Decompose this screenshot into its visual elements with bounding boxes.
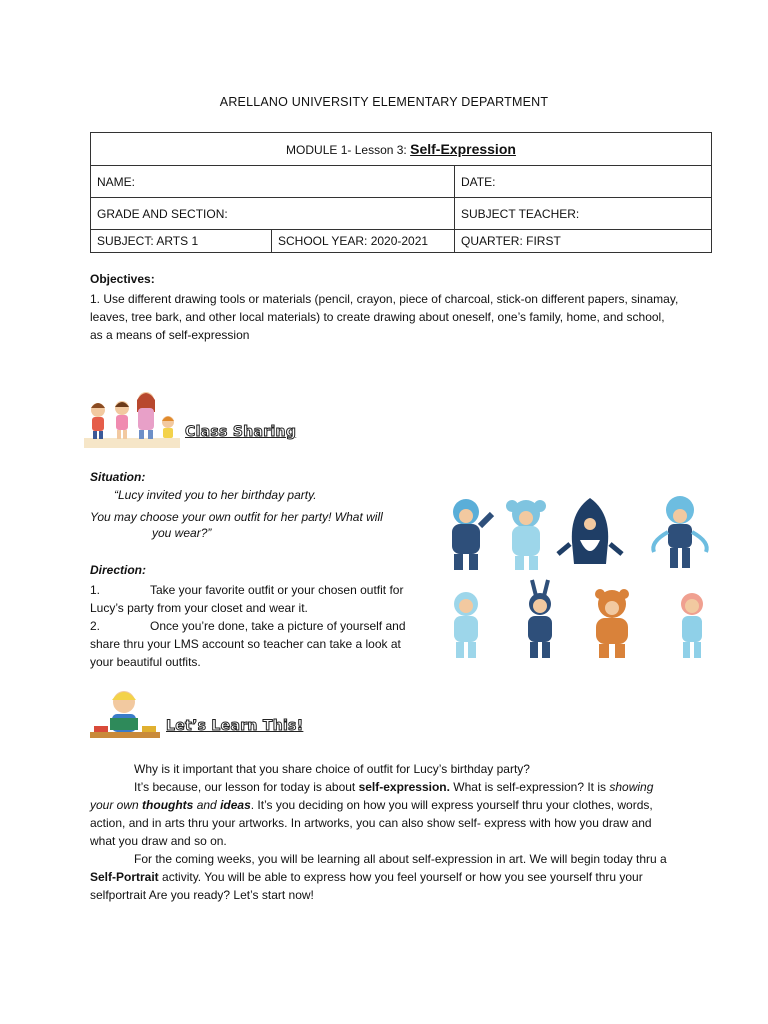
costume-kid-blue: [681, 593, 703, 658]
kids-sharing-illustration: [84, 388, 180, 450]
costume-octopus: [653, 496, 706, 568]
lesson-p3-text: activity. You will be able to express how you feel yourself or how you see yourself thru your selfportrait Are you ready? Let’s start now!: [90, 870, 643, 902]
lesson-paragraph-3: [90, 850, 680, 904]
lesson-p3-text: For the coming weeks, you will be learning all about self-expression in art. We will begin today thru a: [134, 852, 667, 866]
module-title: Self-Expression: [410, 141, 516, 157]
situation-quote-line3: you wear?”: [152, 526, 212, 540]
situation-quote-line2: You may choose your own outfit for her party! What will: [90, 510, 383, 524]
direction-number: 1.: [90, 583, 101, 597]
lesson-p2-italic: showing your own: [90, 780, 654, 812]
lesson-paragraph-2: [90, 778, 680, 850]
direction-text: Once you’re done, take a picture of yourself and share thru your LMS account so teacher can take a look at your beautiful outfits.: [90, 619, 406, 669]
lets-learn-title: Let’s Learn This!: [166, 718, 304, 734]
costume-rabbit-navy: [528, 580, 552, 658]
subject-cell: SUBJECT: ARTS 1: [91, 230, 272, 253]
name-cell: NAME:: [91, 166, 455, 198]
situation-quote-line1: “Lucy invited you to her birthday party.: [114, 488, 317, 502]
costume-shark: [558, 498, 622, 564]
school-year-cell: SCHOOL YEAR: 2020-2021: [272, 230, 455, 253]
lesson-p1-text: Why is it important that you share choice of outfit for Lucy’s birthday party?: [134, 762, 530, 776]
direction-list: [90, 581, 420, 671]
reading-boy-illustration: [90, 688, 160, 740]
costume-bear: [595, 589, 629, 658]
costume-dino: [452, 499, 492, 570]
direction-heading: Direction:: [90, 563, 147, 577]
class-sharing-title: Class Sharing: [185, 424, 297, 440]
quarter-cell: QUARTER: FIRST: [455, 230, 712, 253]
direction-number: 2.: [90, 619, 101, 633]
module-prefix: MODULE 1- Lesson 3:: [286, 143, 411, 157]
date-cell: DATE:: [455, 166, 712, 198]
grade-cell: GRADE AND SECTION:: [91, 198, 455, 230]
lesson-paragraph-1: [90, 760, 680, 778]
costume-koala: [506, 500, 546, 570]
objectives-text: 1. Use different drawing tools or materials (pencil, crayon, piece of charcoal, stick-on different papers, sinamay, leaves, tree bark, and other local materials) to create drawing about oneself, one’s family, home, and school, as a means of self-expression: [90, 292, 679, 342]
costume-bunny: [454, 592, 478, 658]
info-table: [90, 132, 712, 253]
direction-text: Take your favorite outfit or your chosen outfit for Lucy’s party from your closet and wear it.: [90, 583, 404, 615]
lesson-p2-text: . It’s you deciding on how you will express yourself thru your clothes, words, action, and in arts thru your artworks. In artworks, you can also show self- express with how you draw and what you draw and so on.: [90, 798, 653, 848]
lesson-p2-italic: and: [193, 798, 221, 812]
lesson-p2-bold-italic: thoughts: [142, 798, 194, 812]
lesson-body: [90, 760, 680, 904]
situation-heading: Situation:: [90, 470, 146, 484]
teacher-cell: SUBJECT TEACHER:: [455, 198, 712, 230]
lesson-p2-text: What is self-expression? It is: [449, 780, 610, 794]
module-title-cell: [91, 133, 712, 166]
direction-item: [90, 617, 420, 671]
costumes-illustration: [440, 492, 720, 664]
lesson-p2-bold-italic: ideas: [220, 798, 251, 812]
lesson-p2-text: It’s because, our lesson for today is about: [134, 780, 359, 794]
direction-item: [90, 581, 420, 617]
lesson-p3-bold: Self-Portrait: [90, 870, 159, 884]
lesson-p2-bold: self-expression.: [358, 780, 450, 794]
objectives-heading: Objectives:: [90, 272, 155, 286]
page-header: ARELLANO UNIVERSITY ELEMENTARY DEPARTMENT: [219, 95, 549, 109]
